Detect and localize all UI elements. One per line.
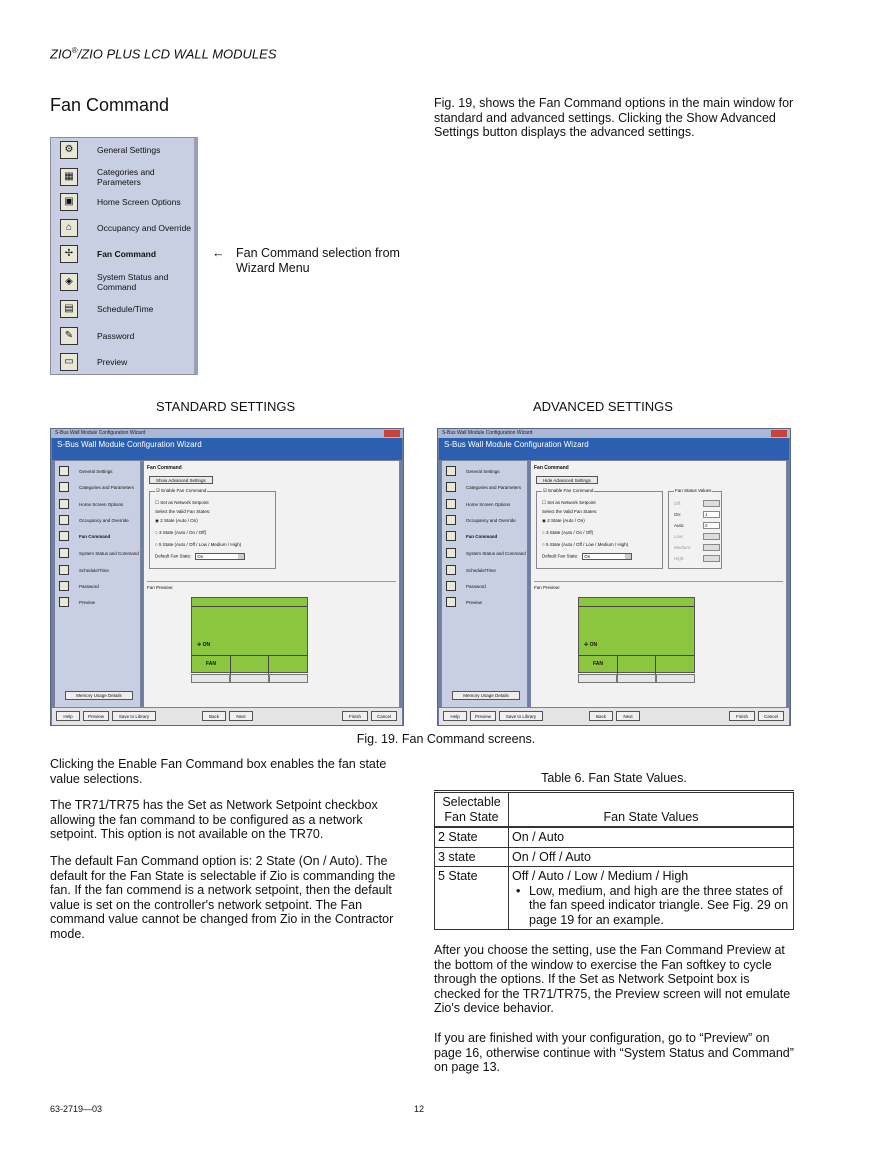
system-status-icon xyxy=(59,548,69,558)
menu-item-system-status[interactable]: ◈ System Status and Command xyxy=(51,272,194,292)
status-low-row: Low: xyxy=(674,534,720,539)
lcd-fan-status: ✢ ON xyxy=(197,642,211,648)
status-off-field xyxy=(703,500,720,507)
radio-5-state[interactable]: ○ 5 State (Auto / Off / Low / Medium / High) xyxy=(155,542,242,547)
enable-fan-checkbox[interactable]: ☑ Enable Fan Command xyxy=(156,488,207,493)
softkey-3[interactable] xyxy=(269,674,308,683)
lcd-fan-status: ✢ ON xyxy=(584,642,598,648)
occupancy-icon xyxy=(446,515,456,525)
section-title: Fan Command xyxy=(50,95,170,115)
table-cell-values: On / Off / Auto xyxy=(509,847,794,867)
window-main-panel xyxy=(143,460,400,708)
back-button[interactable]: Back xyxy=(589,711,613,721)
fan-icon: ✢ xyxy=(60,245,78,263)
lcd-softkey-row xyxy=(579,655,694,674)
figure-caption: Fig. 19. Fan Command screens. xyxy=(356,732,536,746)
lcd-key-3 xyxy=(656,656,694,674)
paragraph-next-steps: If you are finished with your configuration, go to “Preview” on page 16, otherwise continue with “System Status and Command” on page 13. xyxy=(434,1031,794,1075)
menu-callout xyxy=(212,246,416,275)
paragraph-default-option: The default Fan Command option is: 2 State (On / Auto). The default for the Fan State is selectable if Zio is commanding the fan. If the fan commend is a network setpoint, then the default value is set on the controller's network setpoint. The Fan command value cannot be changed from Zio in the Contractor mode. xyxy=(50,854,396,941)
cancel-button[interactable]: Cancel xyxy=(371,711,397,721)
fan-status-title: Fan Status Values xyxy=(675,488,712,493)
window-titlebar: S-Bus Wall Module Configuration Wizard xyxy=(438,429,790,438)
schedule-icon: ▤ xyxy=(60,300,78,318)
fan-state-table xyxy=(434,790,794,930)
help-button[interactable]: Help xyxy=(443,711,467,721)
schedule-icon xyxy=(446,565,456,575)
close-icon[interactable] xyxy=(384,430,400,437)
doc-number: 63-2719—03 xyxy=(50,1104,103,1114)
status-on-row: On: 1 xyxy=(674,512,720,517)
paragraph-network-setpoint: The TR71/TR75 has the Set as Network Setpoint checkbox allowing the fan command to be configured as a network setpoint. This option is not available on the TR70. xyxy=(50,798,378,842)
window-header: S-Bus Wall Module Configuration Wizard xyxy=(52,438,402,460)
sidebar-item-password[interactable]: Password xyxy=(59,581,143,591)
softkey-2[interactable] xyxy=(230,674,269,683)
callout-text: Fan Command selection from Wizard Menu xyxy=(236,246,400,275)
status-auto-row: Auto: 2 xyxy=(674,523,720,528)
password-icon xyxy=(446,581,456,591)
running-header: ZIO®/ZIO PLUS LCD WALL MODULES xyxy=(50,46,277,62)
finish-button[interactable]: Finish xyxy=(729,711,755,721)
memory-usage-button[interactable]: Memory Usage Details xyxy=(452,691,520,700)
table-bullet: • Low, medium, and high are the three states of the fan speed indicator triangle. See Fig. 29 on page 19 for an example. xyxy=(516,883,789,927)
radio-5-state[interactable]: ○ 5 State (Auto / Off / Low / Medium / High) xyxy=(542,542,629,547)
table-row xyxy=(435,847,794,867)
menu-item-schedule[interactable]: ▤ Schedule/Time xyxy=(51,300,194,318)
save-library-button[interactable]: Save to Library xyxy=(499,711,543,721)
select-states-label: Select the Valid Fan States: xyxy=(155,509,211,514)
table-header-values: Fan State Values xyxy=(509,792,794,828)
sidebar-item-occupancy[interactable]: Occupancy and Override xyxy=(59,515,143,525)
menu-item-home-screen[interactable]: ▣ Home Screen Options xyxy=(51,193,194,211)
bullet-icon: • xyxy=(516,883,521,898)
table-cell-values: On / Auto xyxy=(509,827,794,847)
table-title: Table 6. Fan State Values. xyxy=(541,771,687,785)
preview-divider xyxy=(147,581,396,582)
lcd-key-2 xyxy=(618,656,657,674)
status-low-field xyxy=(703,533,720,540)
sidebar-item-general-settings[interactable]: General Settings xyxy=(59,466,143,476)
occupancy-icon xyxy=(59,515,69,525)
window-titlebar: S-Bus Wall Module Configuration Wizard xyxy=(51,429,403,438)
window-sidebar xyxy=(441,460,528,708)
lcd-key-2 xyxy=(231,656,270,674)
status-off-row: Off: xyxy=(674,501,720,506)
lcd-fan-key: FAN xyxy=(192,656,231,674)
menu-item-categories[interactable]: ▦ Categories and Parameters xyxy=(51,167,194,187)
softkey-buttons xyxy=(578,674,695,683)
softkey-2[interactable] xyxy=(617,674,656,683)
sidebar-item-home-screen[interactable]: Home Screen Options xyxy=(59,499,143,509)
softkey-buttons xyxy=(191,674,308,683)
sidebar-item-general-settings[interactable]: General Settings xyxy=(446,466,530,476)
system-status-icon: ◈ xyxy=(60,273,78,291)
lcd-key-3 xyxy=(269,656,307,674)
network-setpoint-checkbox[interactable]: ☐ Set as Network Setpoint xyxy=(155,500,209,505)
intro-paragraph: Fig. 19, shows the Fan Command options in the main window for standard and advanced settings. Clicking the Show Advanced Settings button displays the advanced settings. xyxy=(434,96,794,139)
default-fan-state: Default Fan State: On xyxy=(542,553,632,560)
sidebar-item-system-status[interactable]: System Status and Command xyxy=(59,548,143,558)
menu-item-general-settings[interactable]: ⚙ General Settings xyxy=(51,141,194,159)
advanced-settings-screenshot xyxy=(437,428,791,726)
sidebar-item-categories[interactable]: Categories and Parameters xyxy=(59,482,143,492)
categories-icon xyxy=(446,482,456,492)
window-sidebar xyxy=(54,460,141,708)
general-settings-icon: ⚙ xyxy=(60,141,78,159)
home-screen-icon xyxy=(446,499,456,509)
sidebar-item-preview[interactable]: Preview xyxy=(59,597,143,607)
hide-advanced-button[interactable]: Hide Advanced Settings xyxy=(536,476,598,484)
next-button[interactable]: Next xyxy=(229,711,253,721)
back-button[interactable]: Back xyxy=(202,711,226,721)
enable-fan-group xyxy=(149,488,276,569)
sidebar-item-preview[interactable]: Preview xyxy=(446,597,530,607)
next-button[interactable]: Next xyxy=(616,711,640,721)
sidebar-item-categories[interactable]: Categories and Parameters xyxy=(446,482,530,492)
menu-item-fan-command[interactable]: ✢ Fan Command xyxy=(51,245,194,263)
fan-preview-label: Fan Preview: xyxy=(534,585,561,590)
paragraph-enable-fan: Clicking the Enable Fan Command box enables the fan state value selections. xyxy=(50,757,387,786)
window-header: S-Bus Wall Module Configuration Wizard xyxy=(439,438,789,460)
preview-button[interactable]: Preview xyxy=(83,711,109,721)
system-status-icon xyxy=(446,548,456,558)
preview-divider xyxy=(534,581,783,582)
lcd-softkey-row xyxy=(192,655,307,674)
menu-item-password[interactable]: ✎ Password xyxy=(51,327,194,345)
default-fan-state: Default Fan State: On xyxy=(155,553,245,560)
window-main-panel xyxy=(530,460,787,708)
sidebar-item-home-screen[interactable]: Home Screen Options xyxy=(446,499,530,509)
softkey-1[interactable] xyxy=(191,674,230,683)
wizard-menu xyxy=(50,137,198,375)
sidebar-item-schedule[interactable]: Schedule/Time xyxy=(59,565,143,575)
status-auto-field[interactable]: 2 xyxy=(703,522,720,529)
panel-title: Fan Command xyxy=(534,465,569,471)
status-medium-field xyxy=(703,544,720,551)
lcd-fan-key: FAN xyxy=(579,656,618,674)
sidebar-item-system-status[interactable]: System Status and Command xyxy=(446,548,530,558)
paragraph-preview-usage: After you choose the setting, use the Fan Command Preview at the bottom of the window to exercise the Fan softkey to cycle through the options. If the Set as Network Setpoint box is checked for the TR71/TR75, the Preview screen will not emulate Zio's device behavior. xyxy=(434,943,791,1016)
sidebar-item-schedule[interactable]: Schedule/Time xyxy=(446,565,530,575)
page-number: 12 xyxy=(414,1104,425,1114)
select-states-label: Select the Valid Fan States: xyxy=(542,509,598,514)
radio-2-state[interactable]: ◉ 2 State (Auto / On) xyxy=(155,518,198,523)
preview-icon: ▭ xyxy=(60,353,78,371)
password-icon xyxy=(59,581,69,591)
lcd-divider xyxy=(579,606,694,607)
fan-icon xyxy=(59,531,69,541)
lcd-divider xyxy=(192,606,307,607)
table-header-row xyxy=(435,792,794,828)
general-settings-icon xyxy=(59,466,69,476)
radio-3-state[interactable]: ○ 3 State (Auto / On / Off) xyxy=(542,530,594,535)
standard-settings-screenshot xyxy=(50,428,404,726)
fan-icon xyxy=(446,531,456,541)
table-row xyxy=(435,867,794,930)
status-medium-row: Medium: xyxy=(674,545,720,550)
status-on-field[interactable]: 1 xyxy=(703,511,720,518)
occupancy-icon: ⌂ xyxy=(60,219,78,237)
radio-2-state[interactable]: ◉ 2 State (Auto / On) xyxy=(542,518,585,523)
network-setpoint-checkbox[interactable]: ☐ Set as Network Setpoint xyxy=(542,500,596,505)
table-header-state: Selectable Fan State xyxy=(435,792,509,828)
show-advanced-button[interactable]: Show Advanced Settings xyxy=(149,476,213,484)
cancel-button[interactable]: Cancel xyxy=(758,711,784,721)
lcd-preview xyxy=(191,597,308,673)
schedule-icon xyxy=(59,565,69,575)
softkey-1[interactable] xyxy=(578,674,617,683)
preview-icon xyxy=(59,597,69,607)
table-cell-state: 2 State xyxy=(435,827,509,847)
panel-title: Fan Command xyxy=(147,465,182,471)
help-button[interactable]: Help xyxy=(56,711,80,721)
fan-preview-label: Fan Preview: xyxy=(147,585,174,590)
save-library-button[interactable]: Save to Library xyxy=(112,711,156,721)
advanced-settings-label: ADVANCED SETTINGS xyxy=(533,399,673,414)
table-cell-state: 5 State xyxy=(435,867,509,930)
radio-3-state[interactable]: ○ 3 State (Auto / On / Off) xyxy=(155,530,207,535)
categories-icon: ▦ xyxy=(60,168,78,186)
sidebar-item-password[interactable]: Password xyxy=(446,581,530,591)
sidebar-item-fan-command[interactable]: Fan Command xyxy=(59,531,143,541)
close-icon[interactable] xyxy=(771,430,787,437)
sidebar-item-occupancy[interactable]: Occupancy and Override xyxy=(446,515,530,525)
menu-item-occupancy[interactable]: ⌂ Occupancy and Override xyxy=(51,219,194,237)
left-arrow-icon: ← xyxy=(212,246,225,260)
fan-status-values-group xyxy=(668,488,722,569)
status-high-row: High: xyxy=(674,556,720,561)
memory-usage-button[interactable]: Memory Usage Details xyxy=(65,691,133,700)
password-icon: ✎ xyxy=(60,327,78,345)
menu-item-preview[interactable]: ▭ Preview xyxy=(51,353,194,371)
window-footer xyxy=(439,708,789,725)
categories-icon xyxy=(59,482,69,492)
table-cell-values xyxy=(509,867,794,930)
standard-settings-label: STANDARD SETTINGS xyxy=(156,399,296,414)
status-high-field xyxy=(703,555,720,562)
general-settings-icon xyxy=(446,466,456,476)
table-row xyxy=(435,827,794,847)
enable-fan-checkbox[interactable]: ☑ Enable Fan Command xyxy=(543,488,594,493)
preview-button[interactable]: Preview xyxy=(470,711,496,721)
finish-button[interactable]: Finish xyxy=(342,711,368,721)
default-fan-select[interactable]: On xyxy=(582,553,632,560)
window-footer xyxy=(52,708,402,725)
table-cell-state: 3 state xyxy=(435,847,509,867)
softkey-3[interactable] xyxy=(656,674,695,683)
home-screen-icon: ▣ xyxy=(60,193,78,211)
preview-icon xyxy=(446,597,456,607)
home-screen-icon xyxy=(59,499,69,509)
sidebar-item-fan-command[interactable]: Fan Command xyxy=(446,531,530,541)
enable-fan-group xyxy=(536,488,663,569)
lcd-preview xyxy=(578,597,695,673)
table-cell-values-text: Off / Auto / Low / Medium / High xyxy=(512,869,689,883)
default-fan-select[interactable]: On xyxy=(195,553,245,560)
